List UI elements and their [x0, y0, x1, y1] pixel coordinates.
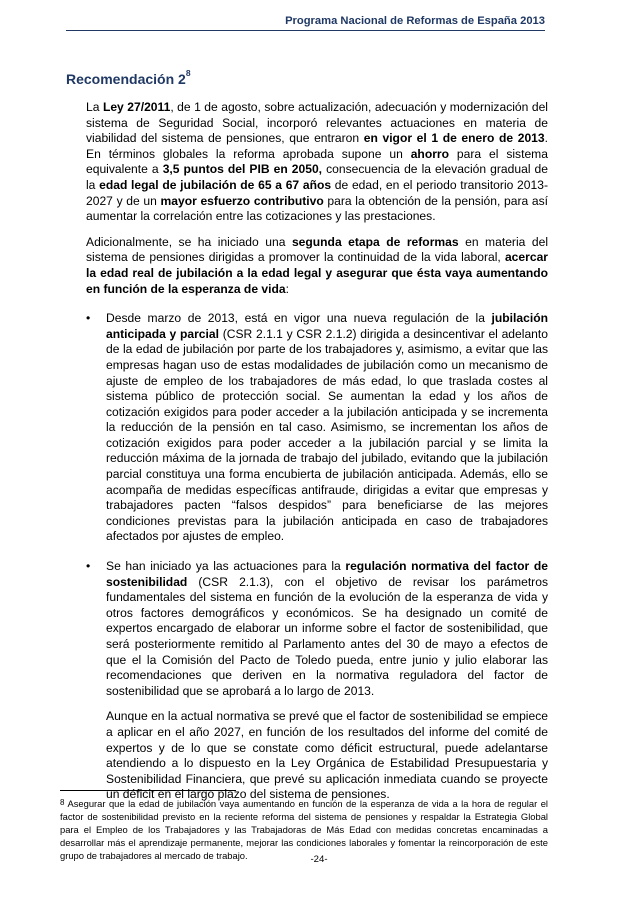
- footnote-separator: [60, 790, 236, 791]
- bold-run: ahorro: [410, 146, 450, 161]
- bold-run: mayor esfuerzo contributivo: [160, 193, 324, 208]
- paragraph-segunda-etapa: [86, 235, 548, 297]
- bold-run: Ley 27/2011: [102, 100, 171, 114]
- text-run: (CSR 2.1.1 y CSR 2.1.2) dirigida a desincentivar el adelanto de la edad de jubilación por parte de los trabajadores y, asimismo, a evitar que las empresas hagan uso de estas modalidades de jubilación como un mecanismo de ajuste de empleo de los trabajadores de más edad, lo que traslada costes al sistema público de protección social. Se aumentan la edad y los años de cotización exigidos para poder acceder a la jubilación anticipada y se incrementa la reducción de la pensión en tal caso. Asimismo, se incrementan los años de cotización exigidos para poder acceder a la jubilación parcial y se limita la reducción máxima de la jornada de trabajo del jubilado, evitando que la jubilación parcial constituya una forma encubierta de jubilación anticipada. Además, ello se acompaña de medidas específicas antifraude, dirigidas a evitar que empresas y trabajadores pacten “falsos despidos” para beneficiarse de las mejores condiciones previstas para la jubilación anticipada en caso de trabajadores afectados por ajustes de empleo.: [106, 326, 548, 544]
- body-text: [86, 100, 548, 803]
- bullet-jubilacion-anticipada: [86, 311, 548, 545]
- paragraph-ley-27-2011: [86, 100, 548, 225]
- bold-run: regulación normativa del factor de sostenibilidad: [106, 559, 548, 589]
- text-run: :: [285, 281, 289, 296]
- bold-run: jubilación anticipada y parcial: [106, 311, 548, 341]
- text-run: Aunque en la actual normativa se prevé que el factor de sostenibilidad se empiece a aplicar en el año 2027, en función de los resultados del informe del comité de expertos y de lo que se constate como déficit estructural, puede adelantarse atendiendo a lo dispuesto en la Ley Orgánica de Estabilidad Presupuestaria y Sostenibilidad Financiera, que prevé su aplicación inmediata cuando se proyecte un déficit en el largo plazo del sistema de pensiones.: [106, 709, 548, 802]
- footnote: [60, 797, 548, 862]
- bullet-text: [106, 311, 548, 545]
- bold-run: segunda etapa de reformas: [291, 234, 459, 249]
- text-run: Desde marzo de 2013, está en vigor una nueva regulación de la: [106, 311, 492, 326]
- bold-run: acercar la edad real de jubilación a la edad legal y asegurar que ésta vaya aumentando en función de la esperanza de vida: [86, 250, 548, 296]
- bullet-continuation-paragraph: [106, 709, 548, 803]
- footnote-number: 8: [60, 798, 65, 807]
- running-header: Programa Nacional de Reformas de España 2013: [66, 15, 545, 31]
- page-number: -24-: [310, 854, 328, 865]
- bullet-text: [106, 559, 548, 699]
- footnote-reference: 8: [185, 68, 191, 78]
- text-run: Adicionalmente, se ha iniciado una: [86, 234, 292, 249]
- bold-run: 3,5 puntos del PIB en 2050,: [162, 162, 323, 177]
- text-run: , de 1 de agosto, sobre actualización, adecuación y modernización del sistema de Seguridad Social, incorporó relevantes actuaciones en materia de viabilidad del sistema de pensiones, que entraron: [86, 100, 548, 146]
- bold-run: edad legal de jubilación de 65 a 67 años: [99, 177, 332, 192]
- text-run: para el sistema equivalente a: [86, 146, 548, 177]
- text-run: La: [86, 100, 103, 114]
- section-title-text: Recomendación 2: [66, 71, 186, 87]
- bold-run: en vigor el 1 de enero de 2013: [363, 131, 545, 146]
- bullet-marker: •: [86, 311, 91, 326]
- footnote-text: Asegurar que la edad de jubilación vaya aumentando en función de la esperanza de vida a la hora de regular el factor de sostenibilidad previsto en la reciente reforma del sistema de pensiones y respaldar la Estrategia Global para el Empleo de los Trabajadores y las Trabajadoras de Más Edad con medidas concretas encaminadas a desarrollar más el aprendizaje permanente, mejorar las condiciones laborales y fomentar la reincorporación de este grupo de trabajadores al mercado de trabajo.: [60, 798, 548, 861]
- text-run: consecuencia de la elevación gradual de la: [86, 162, 549, 192]
- section-title: [66, 68, 191, 87]
- bullet-factor-sostenibilidad: [86, 559, 548, 699]
- text-run: de edad, en el periodo transitorio 2013-2027 y de un: [86, 177, 548, 208]
- bullet-marker: •: [86, 559, 91, 574]
- text-run: Se han iniciado ya las actuaciones para la: [106, 559, 346, 574]
- text-run: en materia del sistema de pensiones dirigidas a promover la continuidad de la vida laboral,: [86, 234, 549, 265]
- text-run: . En términos globales la reforma aprobada supone un: [86, 131, 548, 161]
- text-run: (CSR 2.1.3), con el objetivo de revisar los parámetros fundamentales del sistema en función de la evolución de la esperanza de vida y otros factores demográficos y económicos. Se ha designado un comité de expertos encargado de elaborar un informe sobre el factor de sostenibilidad, que será posteriormente remitido al Parlamento antes del 30 de mayo a efectos de que el la Comisión del Pacto de Toledo pueda, entre junio y julio elaborar las recomendaciones que deriven en la normativa reguladora del factor de sostenibilidad que se aprobará a lo largo de 2013.: [106, 574, 548, 698]
- text-run: para la obtención de la pensión, para así aumentar la correlación entre las cotizaciones y las prestaciones.: [86, 193, 549, 224]
